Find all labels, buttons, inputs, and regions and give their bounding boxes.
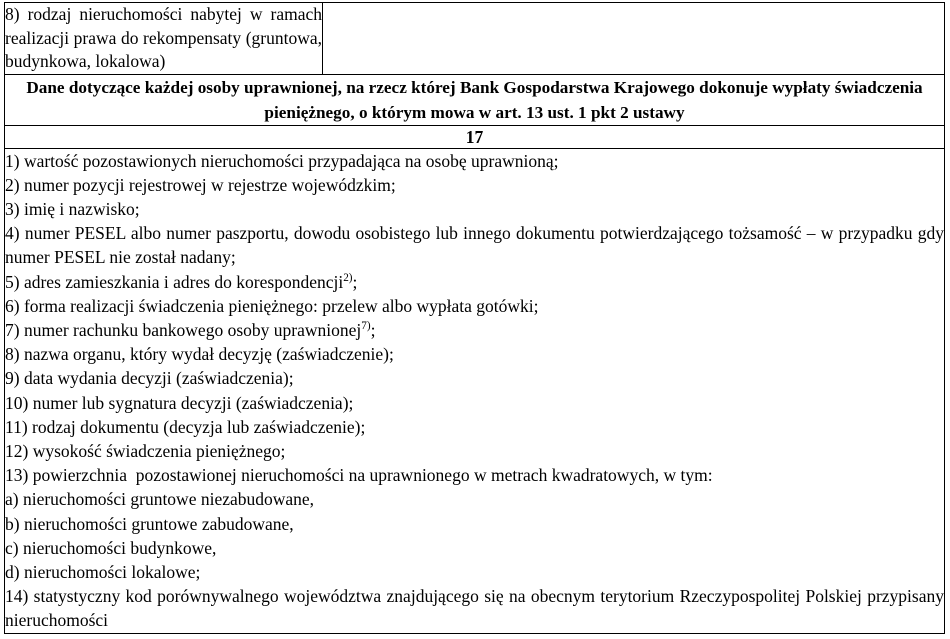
list-item: a) nieruchomości gruntowe niezabudowane, [5,489,315,510]
list-item: 12) wysokość świadczenia pieniężnego; [5,440,286,461]
list-item: 2) numer pozycji rejestrowej w rejestrze wojewódzkim; [5,174,396,195]
table-row-number [5,125,945,148]
cell-item8-value[interactable] [323,3,945,75]
list-item-label: 7) numer rachunku bankowego osoby uprawnionej [5,319,362,340]
list-item: 14) statystyczny kod porównywalnego województwa znajdującego się na obecnym terytorium Rzeczypospolitej Polskiej przypisany nieruchomości [5,586,949,631]
list-item: 8) nazwa organu, który wydał decyzję (zaświadczenie); [5,344,394,365]
cell-requirements-list [5,148,949,633]
list-item: 9) data wydania decyzji (zaświadczenia); [5,368,294,389]
requirements-list [5,149,949,633]
list-item-label-tail: ; [352,271,358,292]
regulation-table [4,2,949,634]
list-item [5,270,944,294]
list-item: 1) wartość pozostawionych nieruchomości przypadająca na osobę uprawnioną; [5,150,559,171]
list-item: 10) numer lub sygnatura decyzji (zaświadczenia); [5,392,354,413]
list-item: b) nieruchomości gruntowe zabudowane, [5,513,294,534]
list-item: 13) powierzchnia pozostawionej nieruchomości na uprawnionego w metrach kwadratowych, w tym: [5,465,713,486]
section-number-text: 17 [465,126,484,147]
table-row-item8 [5,3,945,75]
table-row-list [5,148,945,633]
list-item-label-tail: ; [370,319,376,340]
footnote-marker: 2) [343,271,353,284]
list-item: 6) forma realizacji świadczenia pieniężnego: przelew albo wypłata gotówki; [5,295,539,316]
list-item [5,318,944,342]
section-heading-text: Dane dotyczące każdej osoby uprawnionej, na rzecz której Bank Gospodarstwa Krajowego dokonuje wypłaty świadczenia pieniężnego, o którym mowa w art. 13 ust. 1 pkt 2 ustawy [26,77,923,122]
list-item: 3) imię i nazwisko; [5,198,140,219]
list-item: 4) numer PESEL albo numer paszportu, dowodu osobistego lub innego dokumentu potwierdzającego tożsamość – w przypadku gdy numer PESEL nie został nadany; [5,223,949,268]
cell-section-number [5,125,945,148]
item8-text: 8) rodzaj nieruchomości nabytej w ramach realizacji prawa do rekompensaty (gruntowa, budynkowa, lokalowa) [5,4,322,71]
list-item: 11) rodzaj dokumentu (decyzja lub zaświadczenie); [5,416,366,437]
cell-section-heading [5,74,945,125]
list-item: d) nieruchomości lokalowe; [5,561,201,582]
footnote-marker: 7) [361,320,371,333]
list-item-label: 5) adres zamieszkania i adres do korespondencji [5,271,344,292]
cell-item8-label [5,3,323,75]
list-item: c) nieruchomości budynkowe, [5,537,217,558]
table-row-heading [5,74,945,125]
